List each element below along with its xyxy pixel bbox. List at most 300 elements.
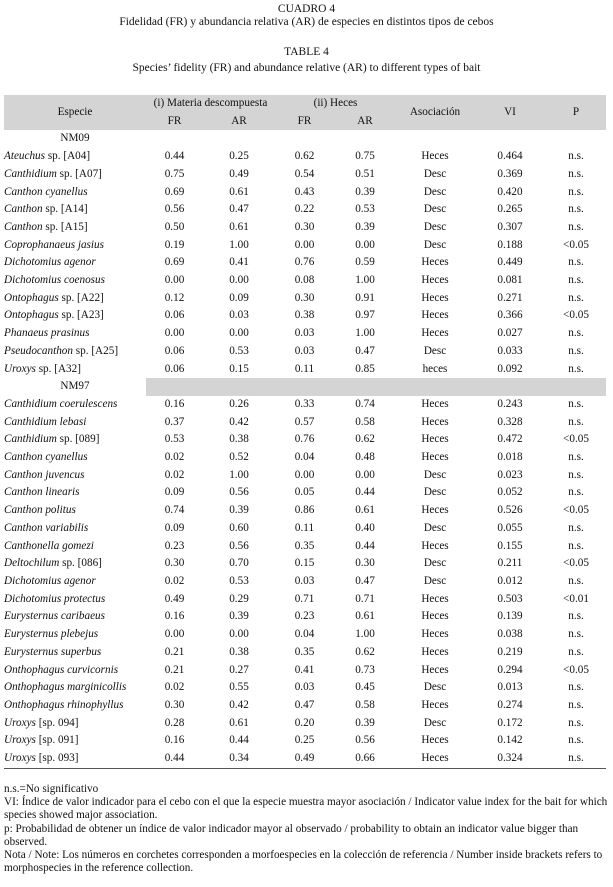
species-name: Dichotomius coenosus [4,274,105,287]
cell-fr2: 0.03 [294,574,315,587]
group-band [146,130,606,148]
cell-fr2: 0.76 [294,433,315,446]
cell-p: n.s. [568,256,584,269]
species-name: Onthophagus rhinophyllus [4,698,124,711]
cell-fr2: 0.30 [294,291,315,304]
cell-vi: 0.526 [497,504,523,517]
table-row [4,608,606,626]
species-cell [4,201,146,219]
species-cell [4,254,146,272]
cell-p: n.s. [568,574,584,587]
cell-fr1: 0.19 [164,238,185,251]
header-fr1: FR [146,113,203,131]
cell-p: n.s. [568,539,584,552]
cell-ar2: 0.00 [355,468,375,481]
cell-vi: 0.369 [497,167,523,180]
cell-p: n.s. [546,750,606,768]
species-cell [4,573,146,591]
cell-as: Heces [421,628,449,641]
cell-ar1: 0.70 [229,557,249,570]
table-row [4,467,606,485]
header-vi: VI [474,95,546,130]
cell-fr2: 0.41 [294,663,315,676]
species-name: Uroxys [4,734,36,747]
cell-fr1: 0.49 [164,592,185,605]
species-name: Onthophagus curvicornis [4,663,119,676]
cell-ar2: 0.47 [355,344,375,357]
group-label: NM09 [60,132,90,145]
table-row [4,538,606,556]
cell-p: n.s. [568,415,584,428]
cell-ar2: 0.45 [355,681,375,694]
cell-ar2: 0.56 [355,734,375,747]
cell-as: Heces [421,539,449,552]
cell-fr1: 0.00 [164,274,185,287]
cell-ar2: 1.00 [355,274,375,287]
cell-ar1: 0.42 [229,698,249,711]
cell-ar1: 0.44 [229,734,249,747]
cell-as: Heces [421,504,449,517]
cell-fr2: 0.30 [294,220,315,233]
species-name: Canthonella gomezi [4,539,94,552]
table-row [4,201,606,219]
cell-fr2: 0.04 [294,451,315,464]
cell-vi: 0.265 [497,203,523,216]
species-cell [4,272,146,290]
species-name: Eurysternus superbus [4,645,102,658]
table-row [4,414,606,432]
species-name: Uroxys [4,752,36,765]
cell-ar1: 0.26 [229,397,249,410]
cell-ar1: 0.38 [229,433,249,446]
note-ns: n.s.=No significativo [4,783,99,795]
species-cell [4,396,146,414]
cell-fr2: 0.71 [294,592,315,605]
species-cell [4,148,146,166]
cell-ar2: 0.91 [355,291,375,304]
table-row [4,750,606,768]
table-row [4,290,606,308]
cell-vi: 0.274 [497,698,523,711]
cell-p: n.s. [568,203,584,216]
group-row [4,378,606,396]
cell-fr1: 0.16 [164,610,185,623]
cell-p: n.s. [568,451,584,464]
species-cell [4,538,146,556]
cell-vi: 0.188 [497,238,523,251]
species-name: Phanaeus prasinus [4,327,90,340]
cell-ar1: 0.53 [229,344,249,357]
species-cell [4,484,146,502]
species-suffix: [sp. 093] [35,752,79,765]
cell-p: n.s. [568,274,584,287]
species-cell [4,219,146,237]
cell-vi: 0.155 [497,539,523,552]
cell-ar1: 0.39 [229,504,249,517]
cell-fr2: 0.86 [294,504,315,517]
cell-fr1: 0.16 [164,734,185,747]
species-cell [4,467,146,485]
cell-fr2: 0.57 [294,415,315,428]
cell-ar1: 0.41 [229,256,249,269]
species-cell [4,361,146,379]
cell-as: Desc [423,521,447,534]
cell-fr1: 0.06 [164,362,185,375]
species-cell [4,414,146,432]
cell-fr1: 0.30 [164,698,185,711]
caption-title-en: Species’ fidelity (FR) and abundance relative (AR) to different types of bait [132,62,481,74]
cell-ar2: 0.66 [334,750,396,768]
species-name: Uroxys [4,362,36,375]
cell-ar1: 1.00 [229,238,249,251]
cell-fr1: 0.50 [164,220,185,233]
cell-ar1: 0.47 [229,203,249,216]
cell-ar1: 0.39 [229,610,249,623]
cell-fr1: 0.02 [164,681,185,694]
cell-fr1: 0.09 [164,521,185,534]
cell-fr1: 0.02 [164,574,185,587]
cell-ar1: 0.56 [229,486,249,499]
table-row [4,626,606,644]
table-row [4,697,606,715]
table-row [4,732,606,750]
species-suffix: sp. [A22] [58,291,104,304]
cell-ar2: 0.85 [355,362,375,375]
cell-fr2: 0.03 [294,327,315,340]
note-vi: VI: Índice de valor indicador para el cebo con el que la especie muestra mayor asociación / Indicator value index for the bait for which species showed major association. [4,796,608,822]
table-row [4,502,606,520]
species-name: Uroxys [4,716,36,729]
cell-as: Heces [421,150,449,163]
cell-p: n.s. [568,521,584,534]
cell-vi: 0.027 [497,327,523,340]
cell-fr1: 0.12 [164,291,185,304]
cell-ar1: 0.29 [229,592,249,605]
cell-fr2: 0.47 [294,698,315,711]
cell-vi: 0.038 [497,628,523,641]
table-row [4,254,606,272]
cell-fr1: 0.44 [164,150,185,163]
cell-p: n.s. [568,681,584,694]
cell-as: Desc [423,203,447,216]
header-group-heces: (ii) Heces [275,95,396,113]
cell-fr2: 0.04 [294,628,315,641]
cell-vi: 0.271 [497,291,523,304]
species-suffix: sp. [A15] [42,220,88,233]
cell-p: n.s. [568,185,584,198]
species-cell [4,290,146,308]
cell-as: Desc [423,238,447,251]
cell-ar1: 0.15 [229,362,249,375]
cell-vi: 0.243 [497,397,523,410]
cell-ar2: 1.00 [355,628,375,641]
header-p: P [546,95,606,130]
cell-fr1: 0.75 [164,167,185,180]
caption-title-es: Fidelidad (FR) y abundancia relativa (AR) de especies en distintos tipos de cebos [119,16,494,28]
fidelity-table [4,95,606,769]
cell-fr1: 0.00 [164,327,185,340]
species-cell [4,679,146,697]
table-row [4,484,606,502]
species-name: Canthidium lebasi [4,415,87,428]
cell-vi: 0.324 [474,750,546,768]
species-name: Canthon [4,203,43,216]
cell-ar1: 0.03 [229,309,249,322]
cell-as: heces [422,362,448,375]
cell-as: Heces [421,698,449,711]
cell-fr2: 0.43 [294,185,315,198]
species-cell [4,591,146,609]
species-name: Canthon variabilis [4,521,89,534]
cell-as: Heces [421,451,449,464]
cell-p: n.s. [568,734,584,747]
cell-ar1: 0.52 [229,451,249,464]
cell-fr1: 0.30 [164,557,185,570]
cell-ar1: 0.38 [229,645,249,658]
table-row [4,272,606,290]
cell-vi: 0.464 [497,150,523,163]
table-body [4,130,606,768]
cell-as: Desc [423,468,447,481]
species-name: Canthidium [4,433,57,446]
cell-vi: 0.211 [497,557,523,570]
table-row [4,361,606,379]
cell-ar2: 0.30 [355,557,375,570]
cell-fr2: 0.76 [294,256,315,269]
cell-as: Desc [423,167,447,180]
table-row [4,307,606,325]
cell-fr1: 0.02 [164,451,185,464]
cell-vi: 0.013 [497,681,523,694]
header-group-materia: (i) Materia descompuesta [146,95,275,113]
cell-ar1: 0.42 [229,415,249,428]
cell-fr2: 0.54 [294,167,315,180]
species-name: Dichotomius agenor [4,256,96,269]
cell-p: <0.05 [563,309,589,322]
cell-vi: 0.366 [497,309,523,322]
cell-vi: 0.139 [497,610,523,623]
cell-p: n.s. [568,645,584,658]
cell-p: n.s. [568,468,584,481]
cell-vi: 0.328 [497,415,523,428]
cell-as: Heces [421,327,449,340]
cell-vi: 0.055 [497,521,523,534]
cell-as: Heces [421,309,449,322]
species-cell [4,166,146,184]
cell-p: n.s. [568,486,584,499]
cell-ar2: 0.74 [355,397,375,410]
header-row-1 [4,95,606,113]
cell-fr2: 0.00 [294,238,315,251]
species-name: Canthidium coerulescens [4,397,118,410]
cell-p: n.s. [568,716,584,729]
cell-fr1: 0.02 [164,468,185,481]
cell-p: <0.05 [563,238,589,251]
species-cell [4,449,146,467]
species-cell [4,237,146,255]
cell-fr1: 0.00 [164,628,185,641]
species-cell [4,732,146,750]
cell-p: <0.05 [563,433,589,446]
species-cell [4,325,146,343]
table-row [4,573,606,591]
cell-fr2: 0.03 [294,681,315,694]
cell-as: Heces [421,645,449,658]
species-name: Ateuchus [4,150,46,163]
cell-fr1: 0.74 [164,504,185,517]
cell-vi: 0.294 [497,663,523,676]
cell-vi: 0.052 [497,486,523,499]
table-row [4,396,606,414]
cell-ar1: 0.00 [229,274,249,287]
species-name: Deltochilum [4,557,60,570]
cell-fr1: 0.44 [146,750,203,768]
cell-ar2: 0.47 [355,574,375,587]
cell-p: n.s. [568,150,584,163]
cell-fr1: 0.23 [164,539,185,552]
cell-fr2: 0.20 [294,716,315,729]
table-row [4,591,606,609]
cell-fr2: 0.35 [294,539,315,552]
species-cell [4,520,146,538]
species-name: Onthophagus marginicollis [4,681,127,694]
species-suffix: sp. [A23] [58,309,104,322]
cell-fr2: 0.25 [294,734,315,747]
cell-ar2: 0.62 [355,645,375,658]
cell-p: n.s. [568,291,584,304]
cell-ar2: 0.62 [355,433,375,446]
cell-p: <0.05 [563,557,589,570]
cell-ar2: 0.61 [355,504,375,517]
cell-fr1: 0.69 [164,256,185,269]
cell-fr2: 0.11 [294,362,315,375]
cell-fr2: 0.05 [294,486,315,499]
cell-ar2: 0.40 [355,521,375,534]
table-row [4,679,606,697]
cell-fr2: 0.33 [294,397,315,410]
header-ar1: AR [203,113,275,131]
species-name: Ontophagus [4,291,59,304]
cell-ar1: 0.60 [229,521,249,534]
species-cell [4,644,146,662]
cell-p: n.s. [568,220,584,233]
cell-p: n.s. [568,397,584,410]
cell-ar1: 0.09 [229,291,249,304]
caption-number-es: CUADRO 4 [277,3,336,15]
species-suffix: sp. [A07] [56,167,102,180]
species-cell [4,626,146,644]
cell-as: Desc [423,681,447,694]
cell-ar2: 0.59 [355,256,375,269]
cell-vi: 0.172 [497,716,523,729]
cell-ar2: 0.39 [355,185,375,198]
cell-fr2: 0.11 [294,521,315,534]
cell-vi: 0.449 [497,256,523,269]
species-suffix: sp. [A32] [35,362,81,375]
cell-fr2: 0.00 [294,468,315,481]
species-name: Canthon politus [4,504,76,517]
species-name: Canthon juvencus [4,468,85,481]
species-name: Eurysternus caribaeus [4,610,105,623]
cell-ar2: 0.75 [355,150,375,163]
cell-p: n.s. [568,167,584,180]
species-cell [4,715,146,733]
cell-vi: 0.092 [497,362,523,375]
species-cell [4,608,146,626]
cell-vi: 0.219 [497,645,523,658]
cell-fr2: 0.35 [294,645,315,658]
cell-fr1: 0.37 [164,415,185,428]
species-name: Eurysternus plebejus [4,628,99,641]
cell-ar1: 0.53 [229,574,249,587]
cell-ar1: 0.25 [229,150,249,163]
cell-ar2: 0.39 [355,716,375,729]
cell-as: Desc [423,574,447,587]
cell-ar2: 0.97 [355,309,375,322]
note-p: p: Probabilidad de obtener un índice de valor indicador mayor al observado / probability to obtain an indicator value bigger than observed. [4,822,579,848]
species-name: Canthon [4,220,43,233]
species-suffix: sp. [089] [56,433,100,446]
cell-ar2: 0.73 [355,663,375,676]
cell-vi: 0.023 [497,468,523,481]
species-suffix: sp. [A14] [42,203,88,216]
cell-fr1: 0.28 [164,716,185,729]
cell-as: Desc [423,344,447,357]
cell-fr1: 0.21 [164,663,185,676]
table-row [4,644,606,662]
table-row [4,343,606,361]
cell-as: Heces [421,274,449,287]
cell-fr1: 0.09 [164,486,185,499]
cell-ar1: 0.61 [229,185,249,198]
group-row [4,130,606,148]
cell-vi: 0.307 [497,220,523,233]
species-suffix: [sp. 094] [35,716,79,729]
cell-fr2: 0.49 [275,750,334,768]
cell-fr1: 0.21 [164,645,185,658]
cell-as: Heces [421,397,449,410]
species-suffix: sp. [086] [59,557,102,570]
cell-ar1: 0.27 [229,663,249,676]
species-suffix: sp. [A04] [45,150,91,163]
cell-fr2: 0.62 [294,150,315,163]
cell-p: n.s. [568,698,584,711]
cell-ar2: 0.44 [355,539,375,552]
cell-ar2: 0.58 [355,415,375,428]
cell-fr2: 0.38 [294,309,315,322]
table-row [4,520,606,538]
table-row [4,431,606,449]
table-row [4,148,606,166]
cell-as: Heces [396,750,474,768]
cell-ar2: 0.51 [355,167,375,180]
cell-p: n.s. [568,344,584,357]
table-row [4,662,606,680]
cell-as: Desc [423,185,447,198]
table-row [4,325,606,343]
species-name: Dichotomius agenor [4,574,96,587]
species-name: Dichotomius protectus [4,592,106,605]
cell-as: Desc [423,557,447,570]
cell-as: Heces [421,663,449,676]
table-notes [4,783,609,875]
group-label: NM97 [60,380,90,393]
species-name: Canthon cyanellus [4,185,88,198]
cell-fr1: 0.06 [164,344,185,357]
table-row [4,166,606,184]
cell-fr1: 0.06 [164,309,185,322]
table-row [4,237,606,255]
